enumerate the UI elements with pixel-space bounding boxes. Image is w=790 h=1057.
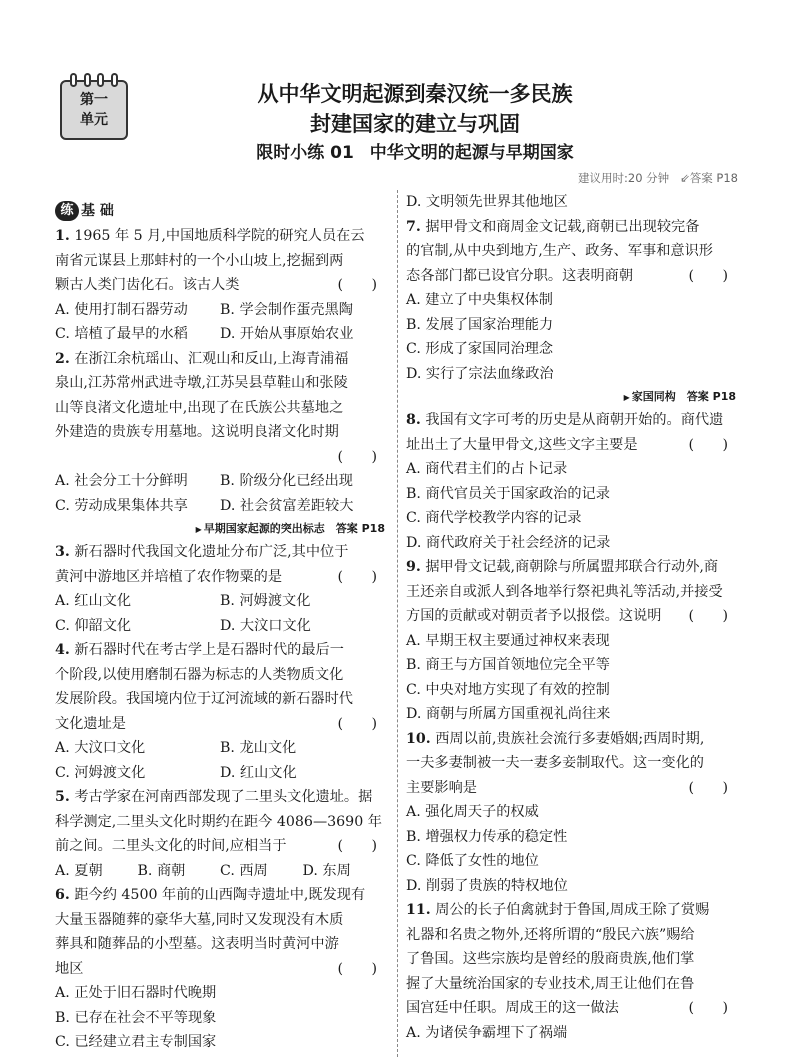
option: A. 使用打制石器劳动 <box>55 301 188 318</box>
option: D. 大汶口文化 <box>220 617 311 634</box>
question-line <box>406 972 736 997</box>
option: C. 西周 <box>220 862 268 879</box>
question-last-line <box>406 996 736 1021</box>
question-line <box>406 751 736 776</box>
question-last-line <box>55 565 385 590</box>
question-text: 了鲁国。这些宗族均是曾经的殷商贵族,他们掌 <box>406 951 695 967</box>
option: A. 夏朝 <box>55 862 103 879</box>
option-row <box>55 736 385 761</box>
question-text: 礼器和名贵之物外,还将所谓的“殷民六族”赐给 <box>406 926 695 943</box>
unit-badge-line2: 单元 <box>80 112 108 128</box>
question-last-line <box>55 273 385 298</box>
option-row <box>55 322 385 347</box>
page-title-line2: 封建国家的建立与巩固 <box>310 111 520 136</box>
suggested-time: 建议用时:20 分钟 <box>578 171 670 185</box>
question-last-line <box>55 712 385 737</box>
question-text: 黄河中游地区并培植了农作物粟的是 <box>55 568 283 585</box>
question-last-line <box>406 776 736 801</box>
option: C. 劳动成果集体共享 <box>55 497 188 514</box>
option: A. 红山文化 <box>55 593 132 609</box>
column-divider <box>397 190 398 1057</box>
answer-blank: ( ) <box>688 267 728 284</box>
question-line <box>406 947 736 972</box>
option: B. 商王与方国首领地位完全平等 <box>406 657 610 673</box>
question-line <box>406 580 736 605</box>
option: A. 大汶口文化 <box>55 740 146 756</box>
option: A. 正处于旧石器时代晚期 <box>55 985 217 1001</box>
option-row <box>55 859 385 884</box>
left-column <box>55 198 385 1055</box>
section-label: 基 础 <box>81 202 114 219</box>
option-row <box>55 469 385 494</box>
answer-blank: ( ) <box>688 436 728 453</box>
option: D. 商代政府关于社会经济的记录 <box>406 534 611 551</box>
answer-blank: ( ) <box>337 960 377 977</box>
exercise-title <box>20 138 790 163</box>
question-line <box>55 908 385 933</box>
option: B. 已存在社会不平等现象 <box>55 1009 217 1026</box>
option: C. 中央对地方实现了有效的控制 <box>406 681 610 698</box>
question-line <box>55 810 385 835</box>
question-line <box>55 785 385 810</box>
question-number: 10. <box>406 730 431 747</box>
question-last-line <box>406 604 736 629</box>
question-line <box>55 663 385 688</box>
section-header <box>55 198 385 224</box>
question-text: 西周以前,贵族社会流行多妻婚姻;西周时期, <box>435 730 705 747</box>
suggested-time-bar <box>578 170 738 186</box>
question-number: 1. <box>55 228 70 244</box>
question-line <box>55 932 385 957</box>
question-line <box>55 224 385 249</box>
answer-blank: ( ) <box>688 608 728 624</box>
option: A. 强化周天子的权威 <box>406 804 539 820</box>
section-tag-text: 家国同构 答案 P18 <box>631 390 736 403</box>
question-text: 据甲骨文和商周金文记载,商朝已出现较完备 <box>425 218 700 235</box>
answer-blank: ( ) <box>688 1000 728 1016</box>
question-line <box>55 638 385 663</box>
question-number: 6. <box>55 887 70 903</box>
option-row <box>55 761 385 786</box>
option: D. 实行了宗法血缘政治 <box>406 365 554 382</box>
unit-badge-line1: 第一 <box>80 92 108 108</box>
option: A. 社会分工十分鲜明 <box>55 473 188 489</box>
question-text: 泉山,江苏常州武进寺墩,江苏吴县草鞋山和张陵 <box>55 375 348 391</box>
option: D. 红山文化 <box>220 764 297 781</box>
question-text: 葬具和随葬品的小型墓。这表明当时黄河中游 <box>55 936 339 952</box>
question-line <box>55 687 385 712</box>
option: D. 削弱了贵族的特权地位 <box>406 877 568 894</box>
question-text: 国宫廷中任职。周成王的这一做法 <box>406 1000 619 1016</box>
answer-blank: ( ) <box>337 715 377 732</box>
option: B. 学会制作蛋壳黑陶 <box>220 301 353 318</box>
question-text: 考古学家在河南西部发现了二里头文化遗址。据 <box>74 789 373 805</box>
section-tag-text: 早期国家起源的突出标志 答案 P18 <box>203 522 385 535</box>
question-line <box>406 239 736 264</box>
question-text: 一夫多妻制被一夫一妻多妾制取代。这一变化的 <box>406 755 704 771</box>
question-text: 王还亲自或派人到各地举行祭祀典礼等活动,并接受 <box>406 583 723 600</box>
option: B. 龙山文化 <box>220 740 297 756</box>
question-text: 态各部门都已设官分职。这表明商朝 <box>406 267 634 284</box>
option: D. 社会贫富差距较大 <box>220 497 354 514</box>
question-line <box>55 420 385 445</box>
question-last-line <box>406 433 736 458</box>
option: A. 为诸侯争霸埋下了祸端 <box>406 1024 568 1041</box>
answer-blank: ( ) <box>337 277 377 293</box>
question-last-line <box>55 445 385 470</box>
question-last-line <box>55 957 385 982</box>
question-text: 主要影响是 <box>406 779 477 796</box>
answer-blank: ( ) <box>337 448 377 465</box>
question-line <box>406 408 736 433</box>
page-title-line1: 从中华文明起源到秦汉统一多民族 <box>257 81 573 106</box>
option: C. 形成了家国同治理念 <box>406 341 554 357</box>
option: A. 建立了中央集权体制 <box>406 292 553 308</box>
question-text: 周公的长子伯禽就封于鲁国,周成王除了赏赐 <box>435 902 710 918</box>
option: D. 东周 <box>302 862 351 879</box>
question-text: 址出土了大量甲骨文,这些文字主要是 <box>406 436 638 453</box>
question-text: 新石器时代在考古学上是石器时代的最后一 <box>74 642 344 658</box>
question-text: 南省元谋县上那蚌村的一个小山坡上,挖掘到两 <box>55 252 344 269</box>
answer-blank: ( ) <box>337 568 377 585</box>
option: C. 河姆渡文化 <box>55 764 146 781</box>
question-text: 地区 <box>55 960 84 977</box>
question-text: 握了大量统治国家的专业技术,周王让他们在鲁 <box>406 975 695 992</box>
question-text: 距今约 4500 年前的山西陶寺遗址中,既发现有 <box>74 887 366 903</box>
answer-reference: ⇙答案 P18 <box>680 171 738 185</box>
option-row <box>55 589 385 614</box>
question-line <box>406 555 736 580</box>
answer-blank: ( ) <box>688 779 728 796</box>
question-text: 大量玉器随葬的豪华大墓,同时又发现没有木质 <box>55 911 344 928</box>
question-text: 山等良渚文化遗址中,出现了在氏族公共墓地之 <box>55 399 344 416</box>
answer-blank: ( ) <box>337 838 377 854</box>
question-text: 在浙江余杭瑶山、汇观山和反山,上海青浦福 <box>74 350 349 367</box>
question-text: 我国有文字可考的历史是从商朝开始的。商代遗 <box>425 412 724 428</box>
question-line <box>406 215 736 240</box>
question-text: 发展阶段。我国境内位于辽河流域的新石器时代 <box>55 691 353 707</box>
option: D. 文明领先世界其他地区 <box>406 194 568 210</box>
option: C. 培植了最早的水稻 <box>55 326 188 342</box>
option: B. 商朝 <box>137 862 186 879</box>
section-tag <box>406 386 736 408</box>
option: B. 商代官员关于国家政治的记录 <box>406 485 610 502</box>
question-last-line <box>406 264 736 289</box>
question-line <box>55 396 385 421</box>
question-number: 9. <box>406 559 421 575</box>
option: C. 已经建立君主专制国家 <box>55 1034 217 1050</box>
question-number: 11. <box>406 902 431 918</box>
question-text: 方国的贡献或对朝贡者予以报偿。这说明 <box>406 608 662 624</box>
option: D. 商朝与所属方国重视礼尚往来 <box>406 706 611 722</box>
question-number: 5. <box>55 789 70 805</box>
option: A. 早期王权主要通过神权来表现 <box>406 632 610 649</box>
question-line <box>406 923 736 948</box>
question-text: 新石器时代我国文化遗址分布广泛,其中位于 <box>74 544 349 560</box>
exercise-topic: 中华文明的起源与早期国家 <box>369 143 574 163</box>
option: B. 发展了国家治理能力 <box>406 316 554 333</box>
right-column <box>406 190 736 1045</box>
question-text: 科学测定,二里头文化时期约在距今 4086—3690 年 <box>55 813 382 830</box>
option-row <box>55 494 385 519</box>
question-number: 8. <box>406 412 421 428</box>
option-row <box>55 614 385 639</box>
option: C. 商代学校教学内容的记录 <box>406 510 582 526</box>
question-text: 的官制,从中央到地方,生产、政务、军事和意识形 <box>406 243 713 259</box>
question-text: 文化遗址是 <box>55 715 126 732</box>
triangle-icon: ▶ <box>195 525 202 534</box>
question-number: 7. <box>406 218 421 235</box>
option: B. 增强权力传承的稳定性 <box>406 828 568 845</box>
question-last-line <box>55 834 385 859</box>
question-text: 外建造的贵族专用墓地。这说明良渚文化时期 <box>55 424 339 440</box>
question-line <box>55 371 385 396</box>
question-text: 颗古人类门齿化石。该古人类 <box>55 277 240 293</box>
question-number: 4. <box>55 642 70 658</box>
question-text: 前之间。二里头文化的时间,应相当于 <box>55 838 287 854</box>
option: A. 商代君主们的占卜记录 <box>406 461 568 477</box>
question-text: 个阶段,以使用磨制石器为标志的人类物质文化 <box>55 666 344 683</box>
question-text: 据甲骨文记载,商朝除与所属盟邦联合行动外,商 <box>425 559 719 575</box>
practice-icon: 练 <box>55 201 79 221</box>
question-line <box>55 540 385 565</box>
question-text: 1965 年 5 月,中国地质科学院的研究人员在云 <box>74 228 365 244</box>
option-row <box>55 298 385 323</box>
option: B. 河姆渡文化 <box>220 593 311 609</box>
triangle-icon: ▶ <box>623 393 630 402</box>
question-line <box>55 249 385 274</box>
option: C. 降低了女性的地位 <box>406 853 539 869</box>
question-line <box>406 727 736 752</box>
exercise-label: 限时小练 01 <box>256 143 354 163</box>
question-line <box>406 898 736 923</box>
question-line <box>55 883 385 908</box>
question-line <box>55 347 385 372</box>
option: D. 开始从事原始农业 <box>220 326 354 342</box>
question-number: 2. <box>55 350 70 367</box>
section-tag <box>55 518 385 540</box>
question-number: 3. <box>55 544 70 560</box>
option: B. 阶级分化已经出现 <box>220 473 353 489</box>
option: C. 仰韶文化 <box>55 617 132 634</box>
